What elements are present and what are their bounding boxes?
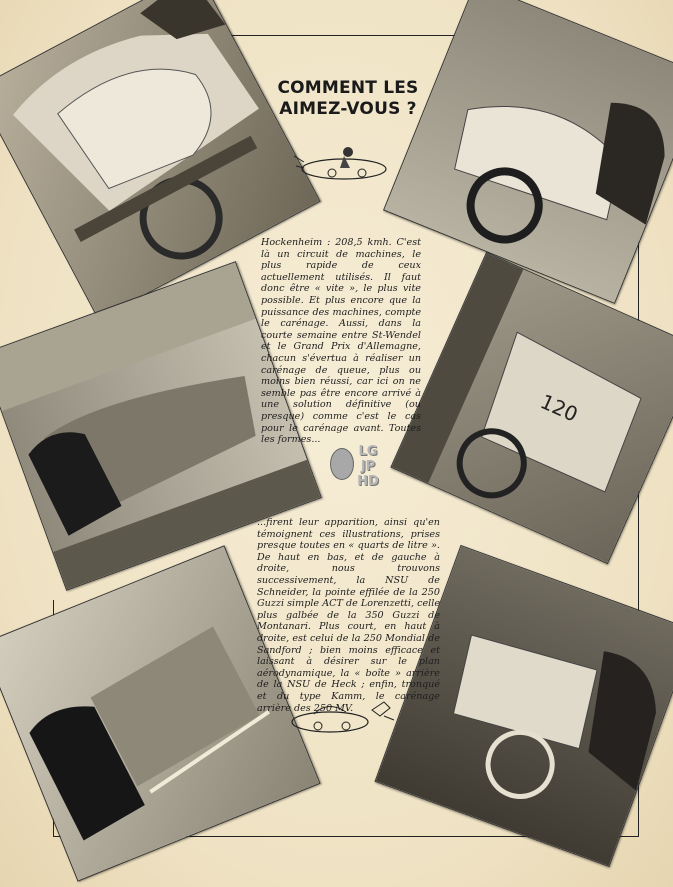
fairing-sketch-top [292,142,392,184]
fairing-sketch-bottom [288,696,400,738]
watermark-letters: LG JP HD [357,444,379,489]
portrait-icon [330,448,354,480]
article-paragraph-2: ...firent leur apparition, ainsi qu'en témoignent ces illustrations, prises presque toutes en « quarts de litre ». De haut en bas, et de gauche à droite, nous trouvons successivement, la NSU de Schneider, la pointe effilée de la 250 Guzzi simple ACT de Lorenzetti, celle plus galbée de la 350 Guzzi de Montanari. Plus court, en haut à droite, est celui de la 250 Mondial de Sandford ; bien moins efficace et laissant à désirer sur le plan aérodynamique, la « boîte » arrière de la NSU de Heck ; enfin, tronqué et du type Kamm, le carénage arrière des 250 MV. [257,517,440,714]
race-number-plate: 120 [536,389,582,427]
watermark-logo [330,444,380,498]
article-paragraph-1: Hockenheim : 208,5 kmh. C'est là un circuit de machines, le plus rapide de ceux actuellement utilisés. Il faut donc être « vite », le plus vite possible. Et plus encore que la puissance des machines, compte le carénage. Aussi, dans la courte semaine entre St-Wendel et le Grand Prix d'Allemagne, chacun s'évertua à réaliser un carénage de queue, plus ou moins bien réussi, car ici on ne semble pas être encore arrivé à une solution définitive (ou presque) comme c'est le cas pour le carénage avant. Toutes les formes... [261,237,421,446]
frame-top-line [228,35,456,36]
article-title: COMMENT LES AIMEZ-VOUS ? [277,78,419,119]
photo-guzzi-lorenzetti [383,0,673,304]
